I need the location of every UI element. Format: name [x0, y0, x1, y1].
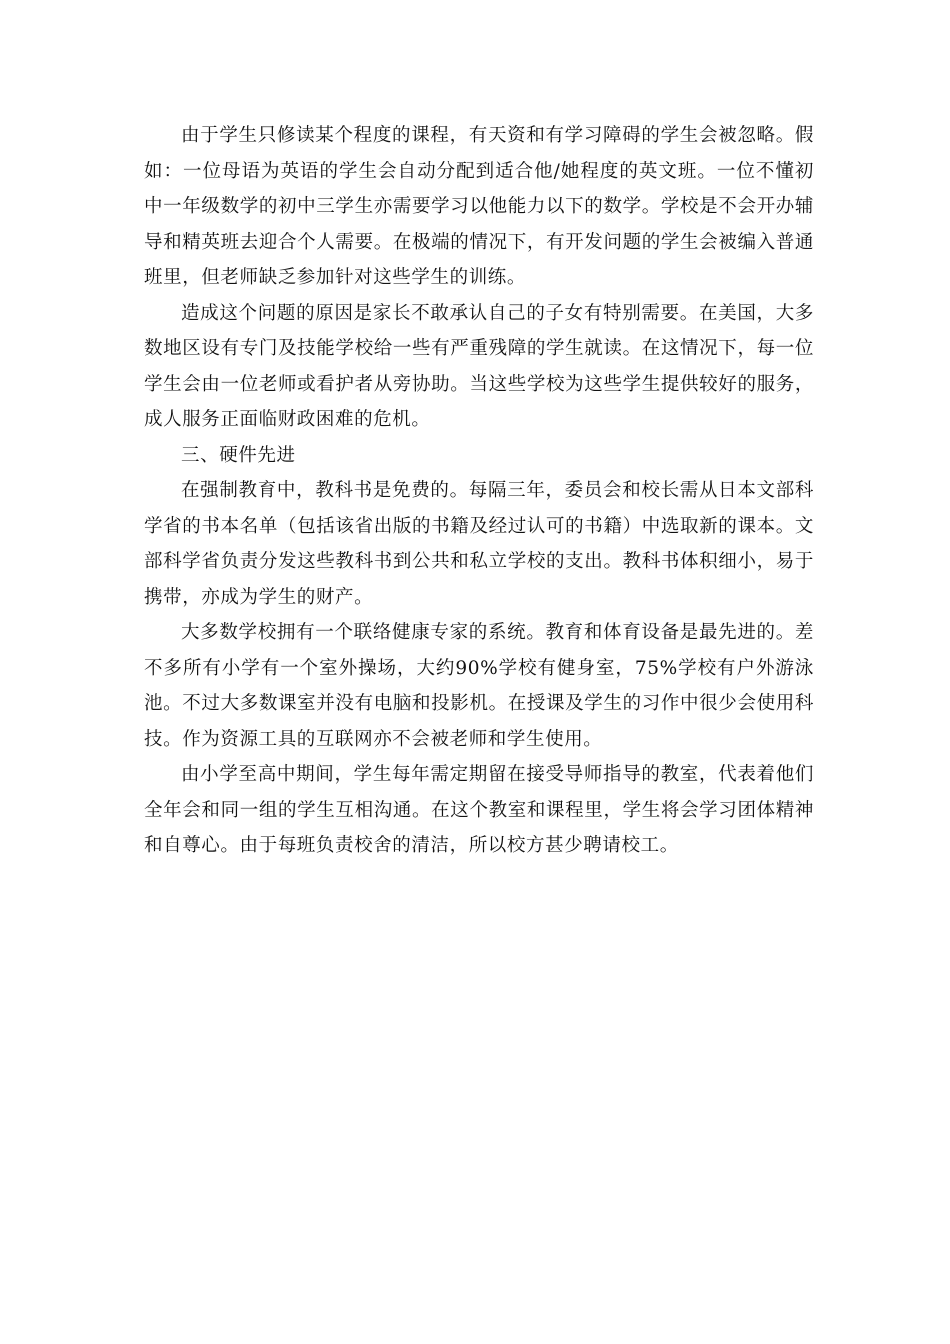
paragraph-homeroom: 由小学至高中期间，学生每年需定期留在接受导师指导的教室，代表着他们全年会和同一组的学生互相沟通。在这个教室和课程里，学生将会学习团体精神和自尊心。由于每班负责校舍的清洁，所以校方甚少聘请校工。: [144, 764, 814, 856]
paragraph-cause-of-problem: 造成这个问题的原因是家长不敢承认自己的子女有特别需要。在美国，大多数地区设有专门及技能学校给一些有严重残障的学生就读。在这情况下，每一位学生会由一位老师或看护者从旁协助。当这些学校为这些学生提供较好的服务，成人服务正面临财政困难的危机。: [144, 302, 814, 430]
paragraph-facilities: 大多数学校拥有一个联络健康专家的系统。教育和体育设备是最先进的。差不多所有小学有一个室外操场，大约90%学校有健身室，75%学校有户外游泳池。不过大多数课室并没有电脑和投影机。在授课及学生的习作中很少会使用科技。作为资源工具的互联网亦不会被老师和学生使用。: [144, 622, 814, 750]
paragraph-textbooks: 在强制教育中，教科书是免费的。每隔三年，委员会和校长需从日本文部科学省的书本名单（包括该省出版的书籍及经过认可的书籍）中选取新的课本。文部科学省负责分发这些教科书到公共和私立学校的支出。教科书体积细小，易于携带，亦成为学生的财产。: [144, 480, 814, 608]
paragraph-overlooked-students: 由于学生只修读某个程度的课程，有天资和有学习障碍的学生会被忽略。假如：一位母语为英语的学生会自动分配到适合他/她程度的英文班。一位不懂初中一年级数学的初中三学生亦需要学习以他能力以下的数学。学校是不会开办辅导和精英班去迎合个人需要。在极端的情况下，有开发问题的学生会被编入普通班里，但老师缺乏参加针对这些学生的训练。: [144, 125, 814, 288]
document-body: [144, 118, 814, 864]
section-heading-advanced-hardware: 三、硬件先进: [181, 444, 296, 466]
